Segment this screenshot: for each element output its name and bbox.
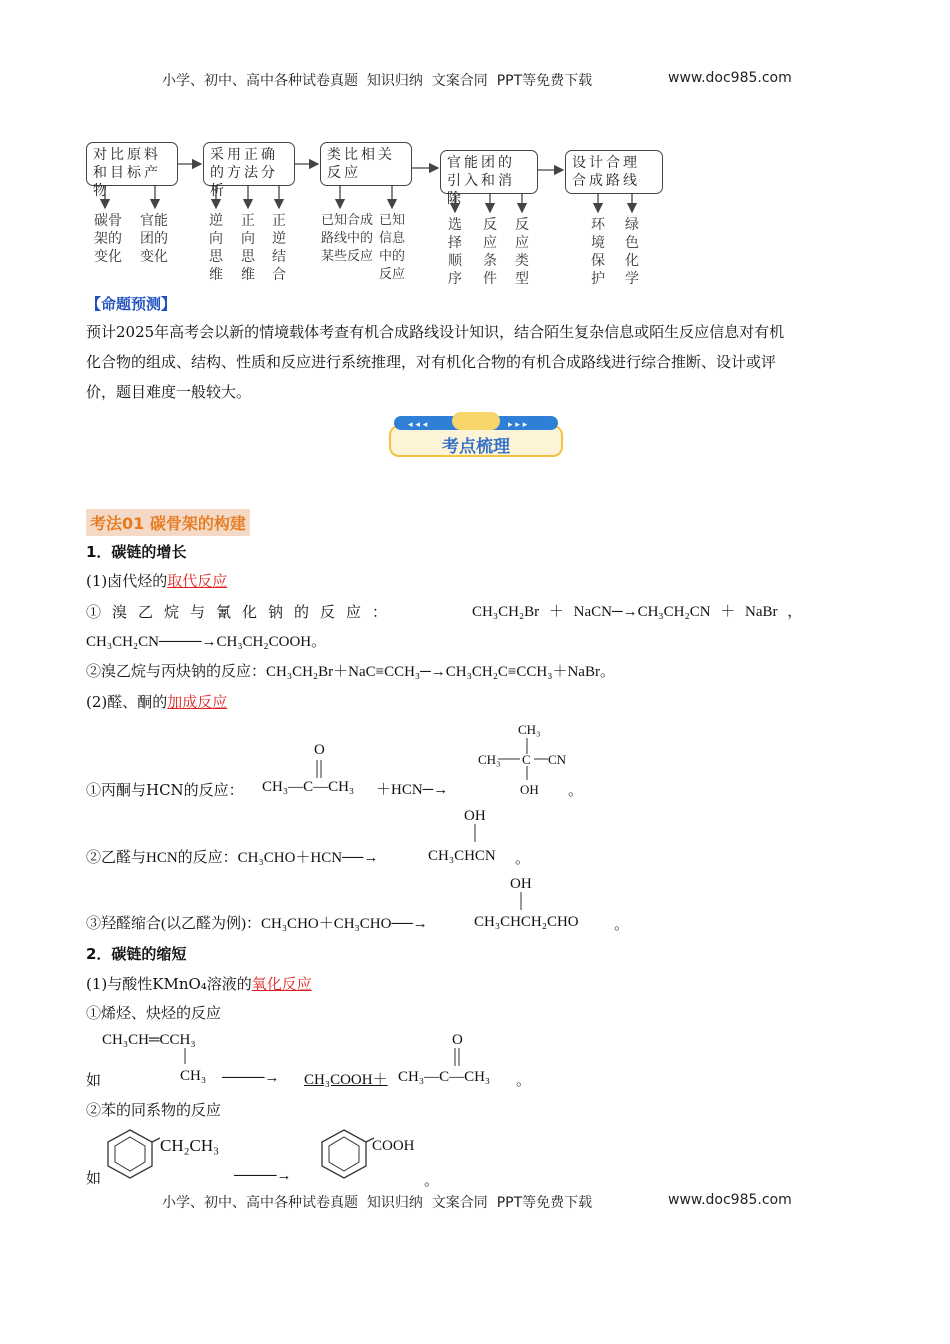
footer-site[interactable]: www.doc985.com xyxy=(668,1192,792,1208)
s3a-prod: CH₃COOH＋ xyxy=(304,1072,388,1088)
flow-sub-2-2: 正向思维 xyxy=(241,213,255,283)
ethyl-group: CH₂CH₃ xyxy=(160,1136,220,1155)
footer-text: 小学、初中、高中各种试卷真题 知识归纳 文案合同 PPT等免费下载 xyxy=(162,1195,593,1211)
r1-label: ①溴乙烷与氰化钠的反应： xyxy=(86,603,399,621)
r4-label: ②乙醛与HCN的反应：CH₃CHO＋HCN──→ xyxy=(86,850,379,866)
s2-title xyxy=(86,692,227,712)
r4-end: 。 xyxy=(515,849,531,867)
s3a-end: 。 xyxy=(516,1071,532,1089)
s1-p1-prefix: (1)卤代烃的 xyxy=(86,572,168,590)
flow-box-5: 设计合理合成路线 xyxy=(565,150,663,194)
flow-sub-5-1: 环境保护 xyxy=(591,217,605,287)
svg-text:◂ ◂ ◂: ◂ ◂ ◂ xyxy=(408,420,428,430)
banner-title: 考点梳理 xyxy=(442,437,510,457)
s1-p1 xyxy=(86,571,227,591)
s3a-title: ①烯烃、炔烃的反应 xyxy=(86,1004,222,1022)
r2-text: ②溴乙烷与丙炔钠的反应：CH₃CH₂Br＋NaC≡CCH₃─→CH₃CH₂C≡CCH₃＋NaBr。 xyxy=(86,664,615,680)
flow-box-2: 采用正确的方法分析 xyxy=(203,142,295,186)
r4-oh: OH xyxy=(464,808,486,824)
r3-plus: ＋HCN─→ xyxy=(376,782,449,798)
acetone-formula: CH₃—C—CH₃ xyxy=(262,779,355,795)
svg-text:▸ ▸ ▸: ▸ ▸ ▸ xyxy=(508,420,528,430)
flow-sub-4-3: 反应类型 xyxy=(515,217,529,287)
r5-bond xyxy=(516,892,526,912)
flow-sub-1-2: 官能团的变化 xyxy=(140,213,168,265)
r3-end: 。 xyxy=(568,781,584,799)
flow-sub-4-2: 反应条件 xyxy=(483,217,497,287)
cyanohydrin-ch3-top: CH₃ xyxy=(518,722,541,737)
flow-box-4: 官能团的引入和消除 xyxy=(440,150,538,194)
svg-text:C: C xyxy=(522,752,531,767)
s3a-ru: 如 xyxy=(86,1071,102,1089)
flow-sub-3-1: 已知合成路线中的某些反应 xyxy=(320,213,373,264)
s3-title: 2．碳链的缩短 xyxy=(86,945,187,963)
benzene-ring-1 xyxy=(100,1126,160,1182)
prediction-line-2: 化合物的组成、结构、性质和反应进行系统推理，对有机化合物的有机合成路线进行综合推断、设计或评 xyxy=(86,353,777,371)
cyanohydrin-cn: CN xyxy=(548,752,567,767)
alkene-ch3: CH₃ xyxy=(180,1068,207,1084)
alkene-formula: CH₃CH═CCH₃ xyxy=(102,1032,196,1048)
acetone-bond-2 xyxy=(448,1048,468,1068)
cyanohydrin-bonds xyxy=(470,730,580,786)
acetone-bond xyxy=(310,758,330,782)
acetone-o: O xyxy=(314,742,325,758)
header-site[interactable]: www.doc985.com xyxy=(668,70,792,86)
cyanohydrin-oh: OH xyxy=(520,782,539,797)
s3b-arrow: ────→ xyxy=(234,1168,292,1184)
section-title: 考法01 碳骨架的构建 xyxy=(86,509,250,536)
s3b-ru: 如 xyxy=(86,1169,102,1187)
cooh-group: COOH xyxy=(372,1138,415,1154)
s3-p1-prefix: (1)与酸性KMnO₄溶液的 xyxy=(86,975,252,993)
flow-sub-5-2: 绿色化学 xyxy=(625,217,639,287)
s3b-end: 。 xyxy=(424,1171,440,1189)
r4-bond xyxy=(470,824,480,844)
r5-end: 。 xyxy=(614,915,630,933)
r1-eq2: CH₃CH₂CN────→CH₃CH₂COOH。 xyxy=(86,634,327,650)
prediction-line-3: 价，题目难度一般较大。 xyxy=(86,383,252,401)
flow-sub-1-1: 碳骨架的变化 xyxy=(94,213,122,265)
flow-box-1: 对比原料和目标产物 xyxy=(86,142,178,186)
addition-link[interactable]: 加成反应 xyxy=(167,693,228,711)
flow-box-3: 类比相关反应 xyxy=(320,142,412,186)
r1-eq1: CH₃CH₂Br ＋ NaCN─→CH₃CH₂CN ＋ NaBr ， xyxy=(472,604,803,620)
acetone-formula-2: CH₃—C—CH₃ xyxy=(398,1069,491,1085)
r5-product: CH₃CHCH₂CHO xyxy=(474,914,579,930)
header-text: 小学、初中、高中各种试卷真题 知识归纳 文案合同 PPT等免费下载 xyxy=(162,73,593,89)
flow-sub-3-2: 已知信息中的反应 xyxy=(378,213,405,282)
flow-sub-4-1: 选择顺序 xyxy=(448,217,462,287)
benzene-ring-2 xyxy=(314,1126,376,1182)
r5-label: ③羟醛缩合(以乙醛为例)：CH₃CHO＋CH₃CHO──→ xyxy=(86,916,428,932)
r4-product: CH₃CHCN xyxy=(428,848,496,864)
flow-sub-2-1: 逆向思维 xyxy=(209,213,223,283)
alkene-bond xyxy=(180,1048,190,1066)
s3a-arrow: ────→ xyxy=(222,1070,280,1086)
s1-title: 1．碳链的增长 xyxy=(86,543,187,561)
prediction-title: 【命题预测】 xyxy=(86,295,177,313)
r5-oh: OH xyxy=(510,876,532,892)
flow-sub-2-3: 正逆结合 xyxy=(272,213,286,283)
acetone-o-2: O xyxy=(452,1032,463,1048)
oxidation-link[interactable]: 氧化反应 xyxy=(251,975,312,993)
prediction-line-1: 预计2025年高考会以新的情境载体考查有机合成路线设计知识，结合陌生复杂信息或陌生反应信息对有机 xyxy=(86,323,785,341)
s3-p1 xyxy=(86,974,312,994)
r3-label: ①丙酮与HCN的反应： xyxy=(86,781,244,799)
s2-prefix: (2)醛、酮的 xyxy=(86,693,168,711)
s3b-title: ②苯的同系物的反应 xyxy=(86,1101,222,1119)
section-banner xyxy=(388,412,564,458)
cyanohydrin-ch3-left: CH₃ xyxy=(478,752,501,767)
substitution-link[interactable]: 取代反应 xyxy=(167,572,228,590)
